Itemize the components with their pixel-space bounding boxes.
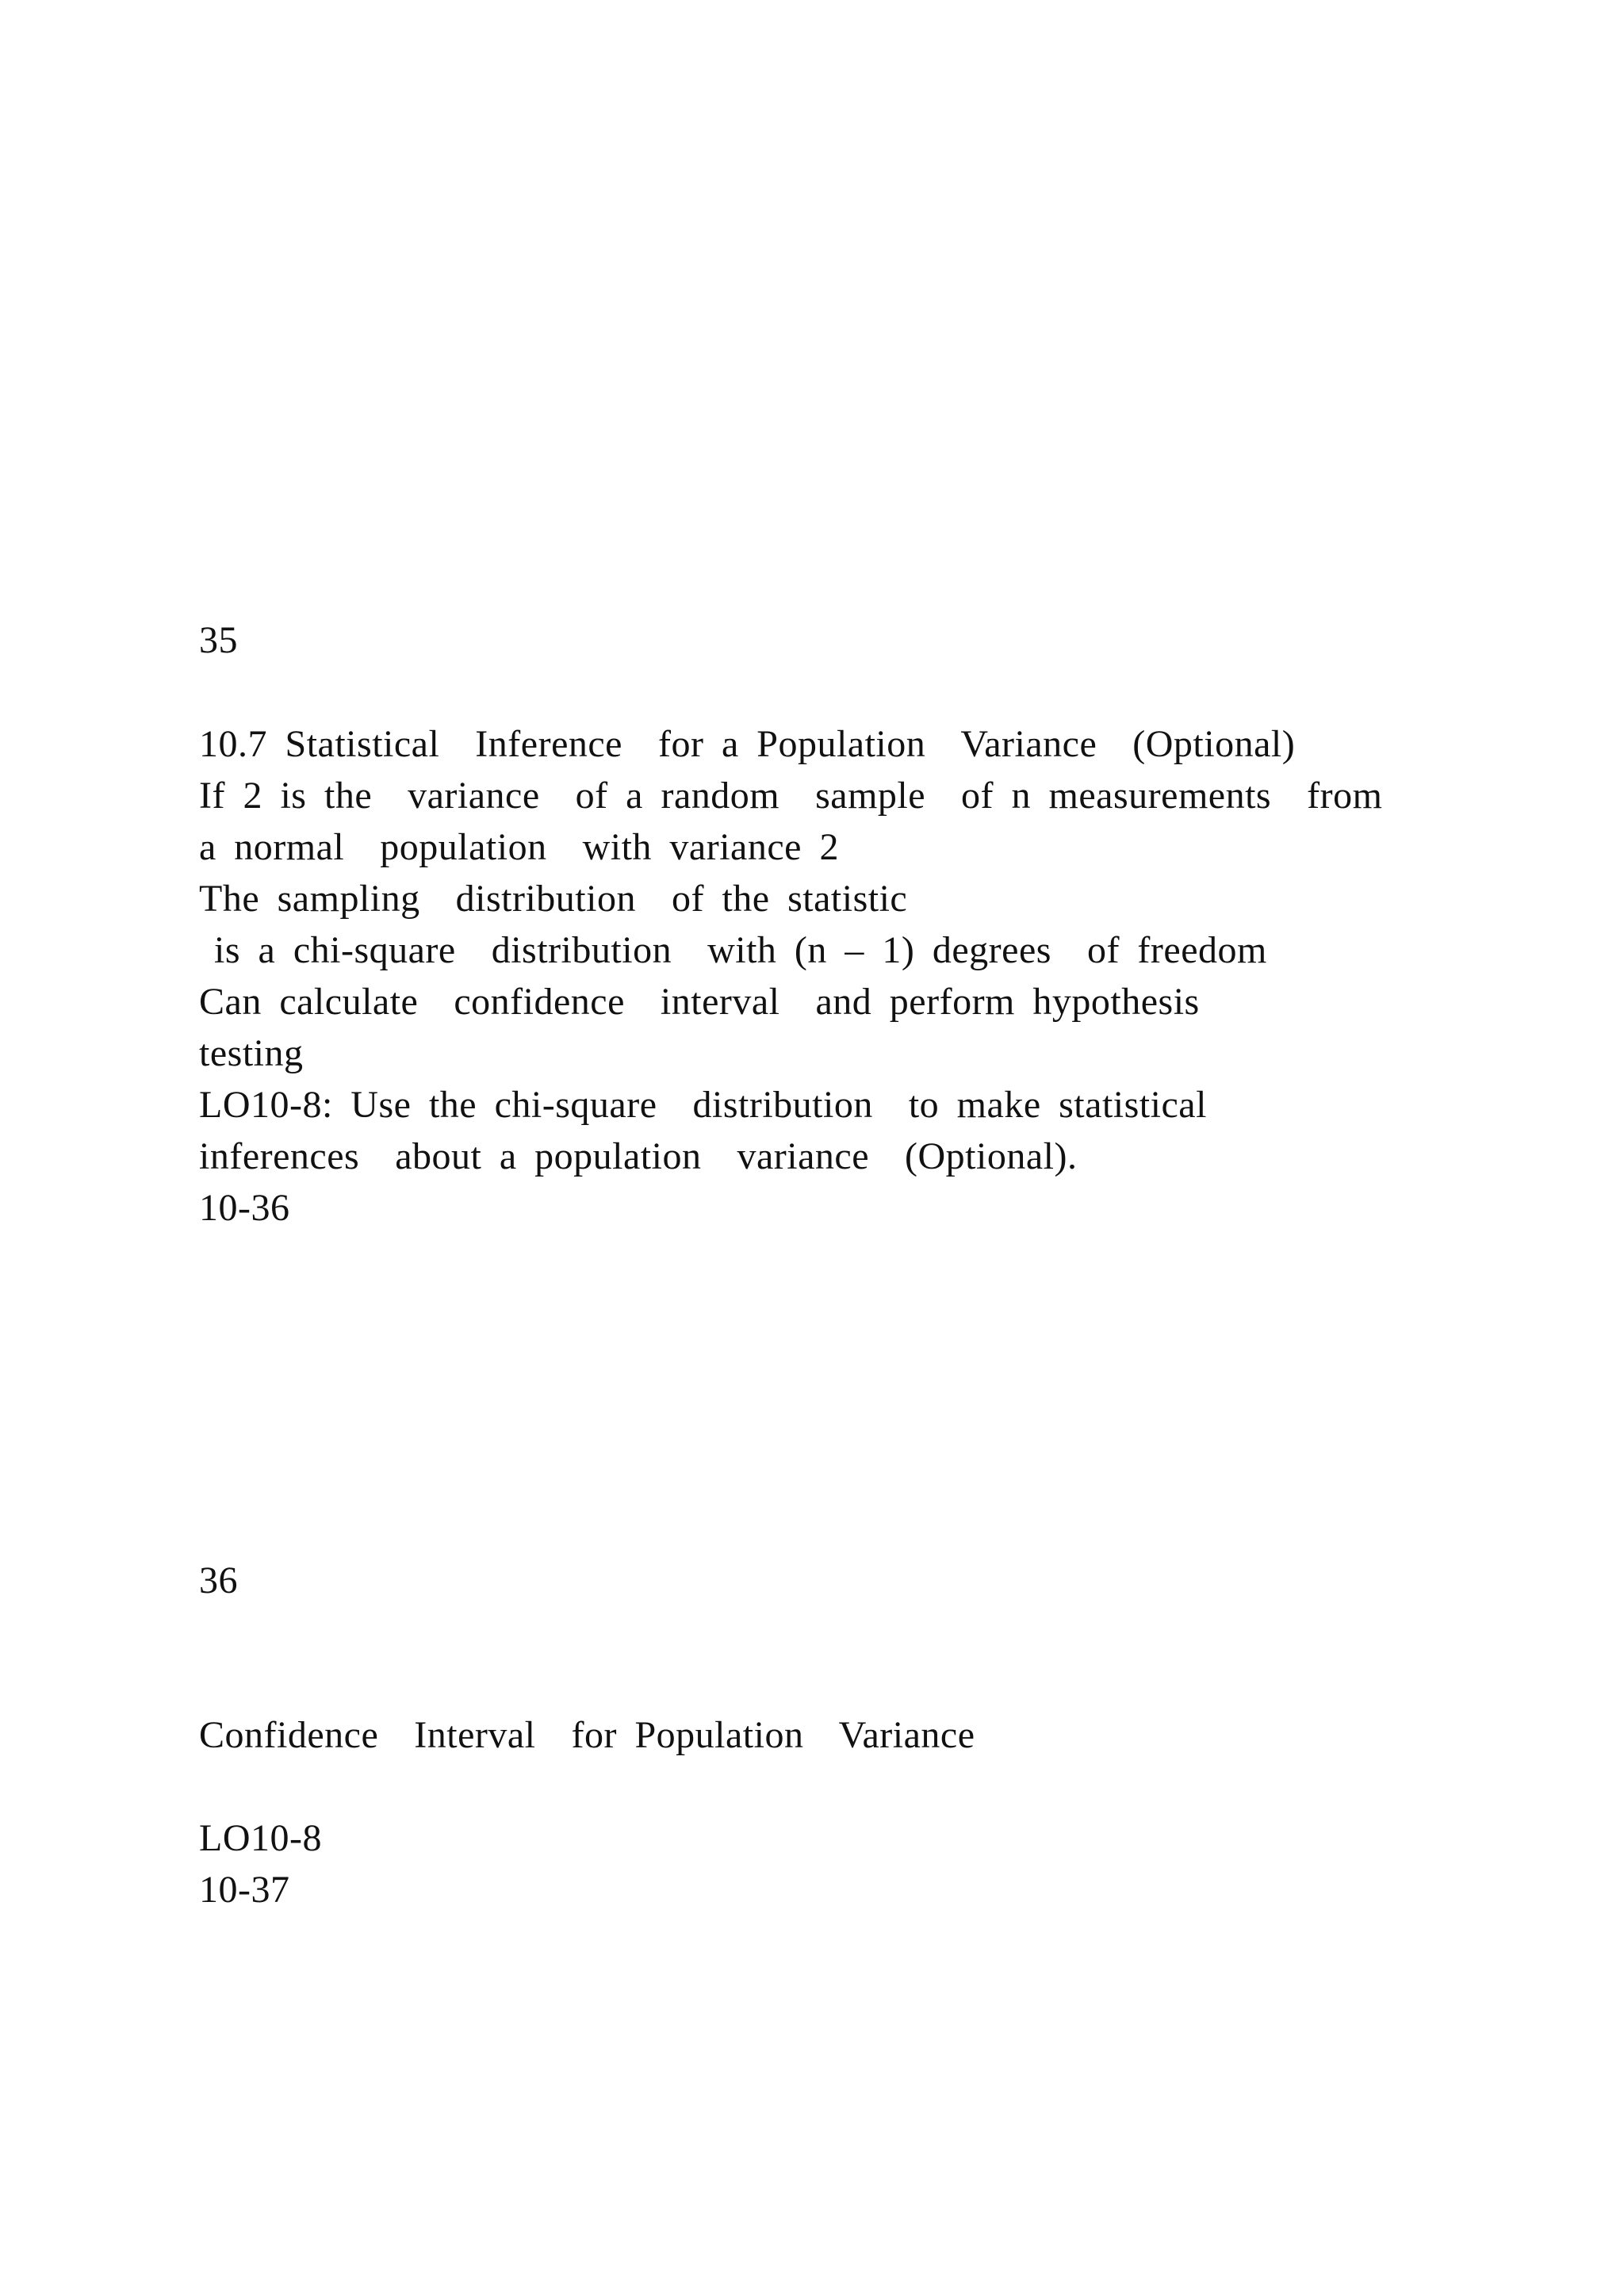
page-number: 36 — [199, 1559, 238, 1601]
body-text-line: The sampling distribution of the statistic — [199, 878, 908, 920]
body-text-line: Can calculate confidence interval and perform hypothesis — [199, 981, 1200, 1023]
page-number: 35 — [199, 619, 238, 661]
body-text-line: a normal population with variance 2 — [199, 826, 839, 868]
learning-objective: inferences about a population variance (Optional). — [199, 1135, 1078, 1177]
body-text-line: If 2 is the variance of a random sample of n measurements from — [199, 775, 1383, 817]
slide-title: Confidence Interval for Population Variance — [199, 1714, 975, 1756]
body-text-line: is a chi-square distribution with (n – 1) degrees of freedom — [214, 929, 1267, 971]
body-text-line: testing — [199, 1032, 304, 1074]
learning-objective: LO10-8: Use the chi-square distribution to make statistical — [199, 1084, 1207, 1126]
slide-title: 10.7 Statistical Inference for a Population Variance (Optional) — [199, 723, 1296, 765]
learning-objective-code: LO10-8 — [199, 1817, 322, 1859]
slide-number: 10-36 — [199, 1187, 290, 1229]
slide-number: 10-37 — [199, 1869, 290, 1911]
